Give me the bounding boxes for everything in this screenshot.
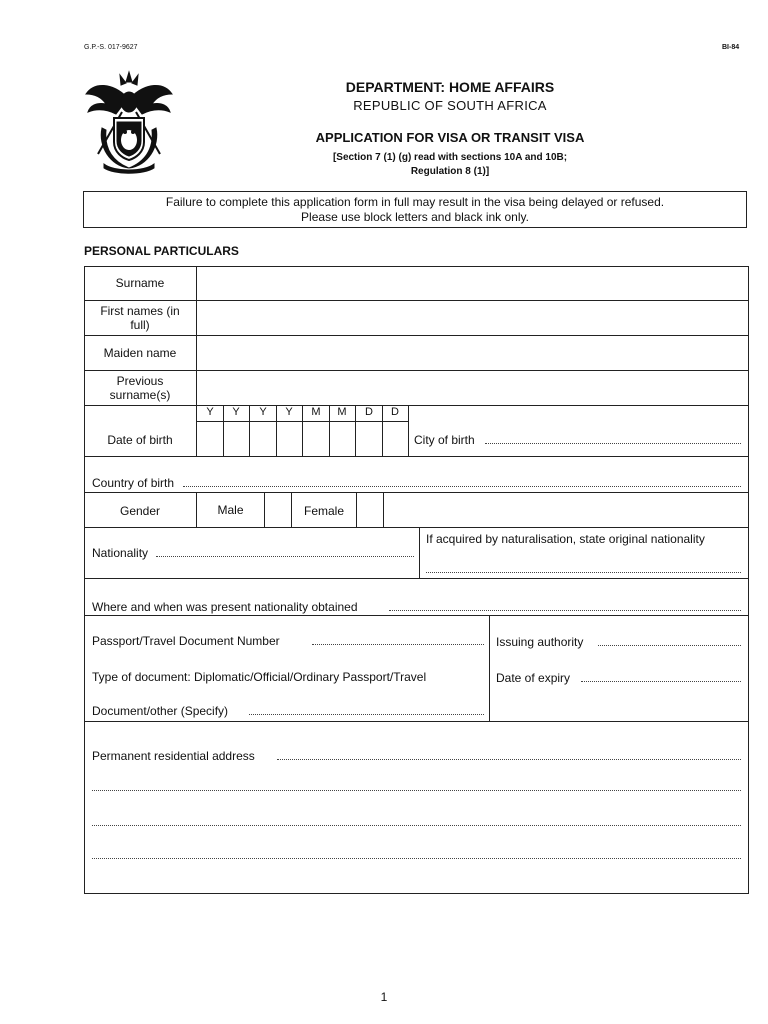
country-of-birth-field[interactable] xyxy=(183,486,741,487)
first-names-label-line-1: First names (in xyxy=(100,304,180,318)
document-type-label-line-2: Document/other (Specify) xyxy=(92,704,229,718)
nationality-label: Nationality xyxy=(92,546,149,560)
document-type-field[interactable] xyxy=(249,714,484,715)
form-reference-code: G.P.-S. 017-9627 xyxy=(84,44,138,51)
date-format-day: D xyxy=(365,406,373,418)
previous-surnames-label-line-2: surname(s) xyxy=(109,388,171,402)
form-title: APPLICATION FOR VISA OR TRANSIT VISA xyxy=(315,130,585,145)
date-format-month: M xyxy=(337,406,347,418)
coat-of-arms-logo xyxy=(84,68,174,176)
passport-number-field[interactable] xyxy=(312,644,484,645)
date-format-day: D xyxy=(391,406,399,418)
notice-line-2: Please use block letters and black ink only. xyxy=(301,210,529,224)
maiden-name-label: Maiden name xyxy=(103,346,177,360)
address-field-line-2[interactable] xyxy=(92,790,741,791)
page-number: 1 xyxy=(380,990,388,1004)
issuing-authority-label: Issuing authority xyxy=(496,635,584,649)
date-format-month: M xyxy=(311,406,321,418)
previous-surnames-field[interactable] xyxy=(197,371,748,404)
form-number: BI-84 xyxy=(722,44,740,51)
male-label: Male xyxy=(217,503,244,517)
previous-surnames-label-line-1: Previous xyxy=(116,374,164,388)
department-title: DEPARTMENT: HOME AFFAIRS xyxy=(345,79,555,95)
column-divider xyxy=(419,527,420,578)
address-label: Permanent residential address xyxy=(92,749,255,763)
row-divider xyxy=(84,578,749,579)
female-checkbox[interactable] xyxy=(357,493,382,526)
issuing-authority-field[interactable] xyxy=(598,645,741,646)
naturalisation-label: If acquired by naturalisation, state original nationality xyxy=(426,532,705,546)
legal-reference-line-2: Regulation 8 (1)] xyxy=(410,166,490,177)
row-divider xyxy=(84,527,749,528)
date-format-year: Y xyxy=(232,406,240,418)
first-names-label-line-2: full) xyxy=(130,318,150,332)
instructions-notice xyxy=(83,191,747,228)
nationality-obtained-field[interactable] xyxy=(389,610,741,611)
notice-line-1: Failure to complete this application form in full may result in the visa being delayed or refused. xyxy=(165,195,665,209)
date-format-year: Y xyxy=(259,406,267,418)
section-title: PERSONAL PARTICULARS xyxy=(84,244,239,258)
date-format-year: Y xyxy=(285,406,293,418)
date-format-year: Y xyxy=(206,406,214,418)
surname-label: Surname xyxy=(115,276,165,290)
row-divider xyxy=(84,615,749,616)
nationality-obtained-label: Where and when was present nationality obtained xyxy=(92,600,358,614)
legal-reference-line-1: [Section 7 (1) (g) read with sections 10A and 10B; xyxy=(332,152,568,163)
city-of-birth-field[interactable] xyxy=(485,443,741,444)
row-divider xyxy=(84,405,749,406)
date-cell-divider xyxy=(408,405,409,456)
date-of-birth-label: Date of birth xyxy=(107,433,173,447)
address-field-line-3[interactable] xyxy=(92,825,741,826)
male-checkbox[interactable] xyxy=(265,493,290,526)
row-divider xyxy=(84,492,749,493)
maiden-name-field[interactable] xyxy=(197,336,748,369)
address-field-line-4[interactable] xyxy=(92,858,741,859)
column-divider xyxy=(489,615,490,721)
country-of-birth-label: Country of birth xyxy=(92,476,175,490)
female-label: Female xyxy=(303,504,344,518)
passport-number-label: Passport/Travel Document Number xyxy=(92,634,280,648)
column-divider xyxy=(383,492,384,527)
gender-label: Gender xyxy=(119,504,161,518)
nationality-field[interactable] xyxy=(156,556,414,557)
city-of-birth-label: City of birth xyxy=(414,433,475,447)
surname-field[interactable] xyxy=(197,267,748,300)
original-nationality-field[interactable] xyxy=(426,572,741,573)
row-divider xyxy=(84,721,749,722)
republic-title: REPUBLIC OF SOUTH AFRICA xyxy=(353,98,547,113)
date-of-expiry-field[interactable] xyxy=(581,681,741,682)
row-divider xyxy=(84,456,749,457)
first-names-field[interactable] xyxy=(197,301,748,334)
document-type-label-line-1: Type of document: Diplomatic/Official/Ordinary Passport/Travel xyxy=(92,670,427,684)
date-of-birth-field[interactable] xyxy=(197,422,408,455)
address-field-line-1[interactable] xyxy=(277,759,741,760)
date-of-expiry-label: Date of expiry xyxy=(496,671,571,685)
